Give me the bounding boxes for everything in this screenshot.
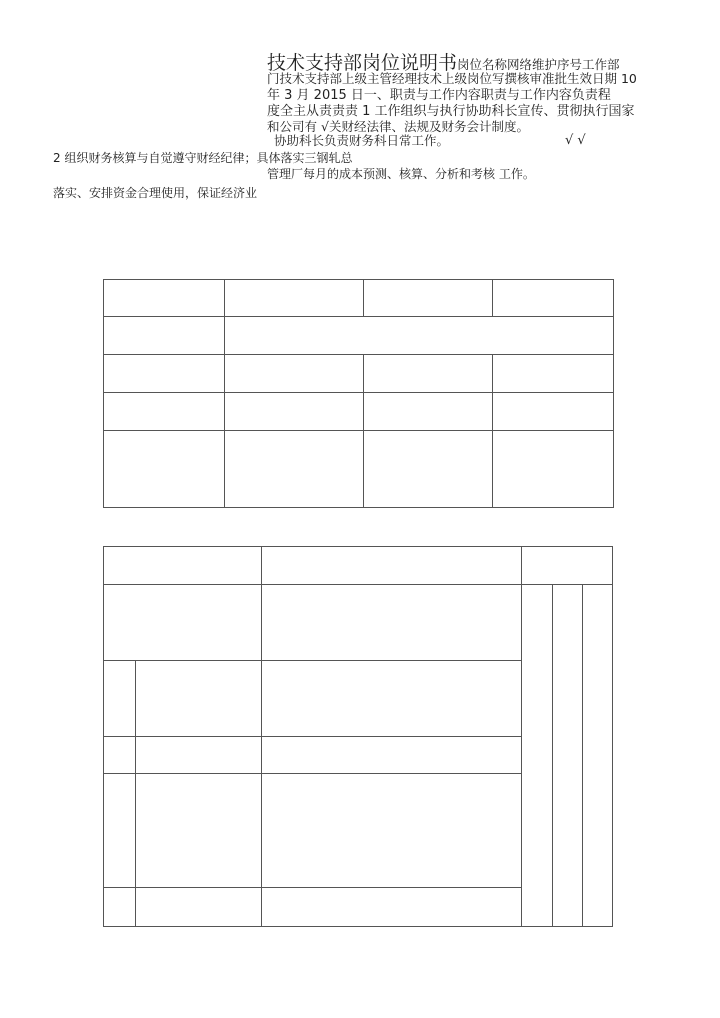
table-cell xyxy=(261,546,522,585)
table-cell xyxy=(135,660,262,737)
table-cell xyxy=(135,736,262,774)
table-cell xyxy=(261,584,522,661)
table-cell xyxy=(224,392,364,431)
table-cell xyxy=(224,430,364,508)
table-cell xyxy=(363,392,493,431)
text-line-1: 门技术支持部上级主管经理技术上级岗位写撰核审准批生效日期 10 xyxy=(267,71,637,86)
table-cell xyxy=(552,584,583,927)
text-line-8: 落实、安排资金合理使用，保证经济业 xyxy=(53,186,258,200)
table-cell xyxy=(363,354,493,393)
table-cell xyxy=(103,736,136,774)
table-cell xyxy=(363,430,493,508)
text-line-3: 度全主从责责责 1 工作组织与执行协助科长宣传、贯彻执行国家 xyxy=(267,104,635,119)
text-line-2: 年 3 月 2015 日一、职责与工作内容职责与工作内容负责程 xyxy=(267,88,611,103)
table-cell xyxy=(582,584,613,927)
text-line-7: 管理厂每月的成本预测、核算、分析和考核 工作。 xyxy=(267,167,535,181)
table-cell xyxy=(261,736,522,774)
table-cell xyxy=(103,354,225,393)
table-cell xyxy=(224,279,364,317)
table-cell xyxy=(492,430,614,508)
table-cell xyxy=(103,887,136,927)
table-cell xyxy=(492,392,614,431)
table-cell xyxy=(103,773,136,888)
text-line-6: 2 组织财务核算与自觉遵守财经纪律；具体落实三钢轧总 xyxy=(53,151,353,165)
text-line-5: 协助科长负责财务科日常工作。 xyxy=(274,133,450,148)
table-cell xyxy=(103,584,262,661)
table-cell xyxy=(521,546,613,585)
table-cell xyxy=(363,279,493,317)
table-cell xyxy=(103,279,225,317)
table-cell xyxy=(261,773,522,888)
table-cell xyxy=(224,354,364,393)
table-cell xyxy=(103,660,136,737)
table-cell xyxy=(135,887,262,927)
document-title: 技术支持部岗位说明书 xyxy=(267,52,458,74)
table-cell xyxy=(224,316,614,355)
table-cell xyxy=(103,430,225,508)
table-cell xyxy=(261,887,522,927)
table-cell xyxy=(103,316,225,355)
text-line-4: 和公司有 √关财经法律、法规及财务会计制度。 xyxy=(267,119,529,134)
table-cell xyxy=(521,584,553,927)
table-cell xyxy=(492,354,614,393)
table-cell xyxy=(135,773,262,888)
table-cell xyxy=(103,546,262,585)
checkmarks: √ √ xyxy=(565,133,586,148)
title-tail-text: 岗位名称网络维护序号工作部 xyxy=(457,57,620,72)
table-cell xyxy=(103,392,225,431)
table-cell xyxy=(492,279,614,317)
table-cell xyxy=(261,660,522,737)
